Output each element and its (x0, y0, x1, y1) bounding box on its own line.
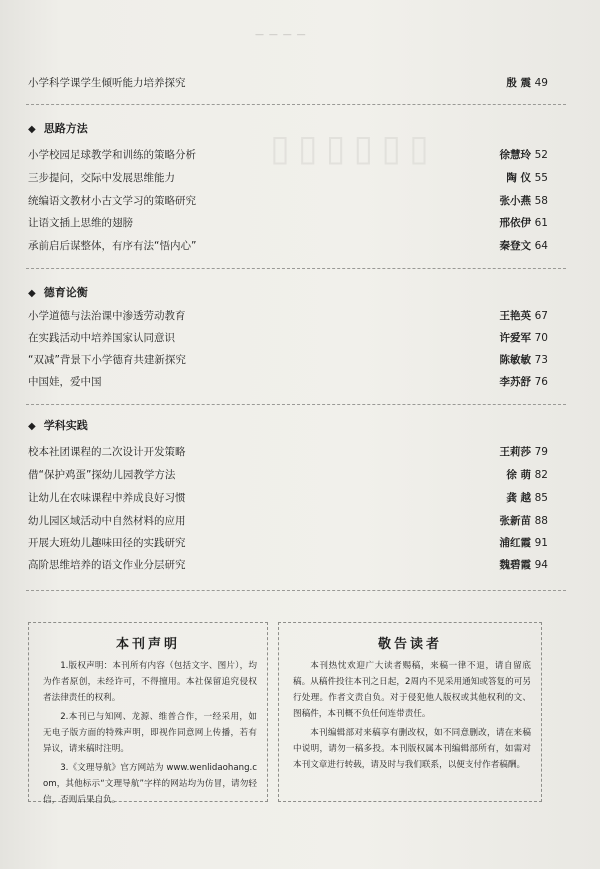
toc-entry[interactable] (28, 351, 548, 369)
statement-title: 本刊声明 (115, 637, 180, 652)
entry-author: 陶 仪 (506, 172, 531, 184)
entry-title: 小学科学课学生倾听能力培养探究 (28, 77, 186, 89)
entry-title: 在实践活动中培养国家认同意识 (28, 332, 175, 344)
entry-author: 张新苗 (499, 515, 531, 527)
entry-author: 秦登文 (499, 240, 531, 252)
entry-author-page (499, 192, 548, 210)
entry-page: 91 (534, 537, 548, 549)
entry-page: 67 (534, 310, 548, 322)
toc-entry[interactable] (28, 237, 548, 255)
entry-page: 82 (534, 469, 548, 481)
section-heading (28, 120, 88, 138)
entry-author-page (499, 146, 548, 164)
section-heading-text: 德育论衡 (43, 286, 88, 299)
toc-entry[interactable] (28, 146, 548, 164)
entry-page: 88 (534, 515, 548, 527)
diamond-icon: ◆ (28, 421, 36, 432)
entry-title: 小学道德与法治课中渗透劳动教育 (28, 310, 186, 322)
entry-page: 70 (534, 332, 548, 344)
section-heading-text: 思路方法 (43, 122, 88, 135)
entry-page: 85 (534, 492, 548, 504)
entry-title: 幼儿园区域活动中自然材料的应用 (28, 515, 186, 527)
toc-entry[interactable] (28, 169, 548, 187)
entry-author: 王艳英 (499, 310, 531, 322)
reader-notice-paragraph: 本刊编辑部对来稿享有删改权，如不同意删改，请在来稿中说明，请勿一稿多投。本刊版权属本刊编辑部所有，如需对本刊文章进行转载，请及时与我们联系，以便支付作者稿酬。 (293, 728, 531, 770)
bleed-through-shadow: ▯▯▯▯▯▯ (270, 128, 437, 169)
reader-notice-title: 敬告读者 (377, 637, 442, 652)
entry-author-page (499, 307, 548, 325)
toc-entry[interactable] (28, 512, 548, 530)
statement-paragraph: 2.本刊已与知网、龙源、维普合作，一经采用，如无电子版方面的特殊声明，即视作同意网上传播，若有异议，请来稿时注明。 (43, 712, 257, 754)
toc-entry[interactable] (28, 329, 548, 347)
entry-author-page (499, 214, 548, 232)
entry-author: 徐 萌 (506, 469, 531, 481)
toc-entry[interactable] (28, 192, 548, 210)
faint-header-bleed: — — — — (255, 30, 307, 40)
entry-author: 邢依伊 (499, 217, 531, 229)
statement-paragraph: 1.版权声明：本刊所有内容（包括文字、图片），均为作者原创，未经许可，不得擅用。本社保留追究侵权者法律责任的权利。 (43, 661, 257, 703)
entry-title: 借“保护鸡蛋”探幼儿园教学方法 (28, 469, 176, 481)
entry-title: 高阶思维培养的语文作业分层研究 (28, 559, 186, 571)
entry-author: 殷 震 (506, 77, 531, 89)
entry-author: 李苏舒 (499, 376, 531, 388)
section-divider (26, 404, 566, 405)
entry-author-page (499, 443, 548, 461)
entry-title: 中国娃，爱中国 (28, 376, 102, 388)
entry-author-page (499, 512, 548, 530)
section-heading-text: 学科实践 (43, 419, 88, 432)
section-divider (26, 590, 566, 591)
reader-notice-box (278, 622, 542, 802)
diamond-icon: ◆ (28, 288, 36, 299)
entry-page: 49 (534, 77, 548, 89)
section-heading (28, 284, 88, 302)
entry-author-page (499, 329, 548, 347)
entry-title: 三步提问，交际中发展思维能力 (28, 172, 175, 184)
entry-author-page (499, 534, 548, 552)
entry-author-page (499, 351, 548, 369)
entry-author-page (499, 237, 548, 255)
section-divider (26, 104, 566, 105)
entry-author-page (506, 74, 548, 92)
entry-page: 76 (534, 376, 548, 388)
entry-author: 龚 越 (506, 492, 531, 504)
section-heading (28, 417, 88, 435)
toc-entry[interactable] (28, 214, 548, 232)
entry-page: 58 (534, 195, 548, 207)
entry-page: 55 (534, 172, 548, 184)
toc-entry[interactable] (28, 556, 548, 574)
toc-entry[interactable] (28, 534, 548, 552)
entry-page: 73 (534, 354, 548, 366)
entry-author-page (506, 489, 548, 507)
entry-page: 64 (534, 240, 548, 252)
entry-author: 浦红霞 (499, 537, 531, 549)
statement-paragraph: 3.《文理导航》官方网站为 www.wenlidaohang.com，其他标示“文理导航”字样的网站均为仿冒，请勿轻信，否则后果自负。 (43, 763, 257, 805)
entry-title: 校本社团课程的二次设计开发策略 (28, 446, 186, 458)
entry-title: 开展大班幼儿趣味田径的实践研究 (28, 537, 186, 549)
entry-page: 79 (534, 446, 548, 458)
entry-author-page (499, 556, 548, 574)
toc-entry[interactable] (28, 466, 548, 484)
section-divider (26, 268, 566, 269)
toc-entry[interactable] (28, 307, 548, 325)
entry-title: 承前启后谋整体，有序有法“悟内心” (28, 240, 197, 252)
diamond-icon: ◆ (28, 124, 36, 135)
entry-page: 94 (534, 559, 548, 571)
entry-page: 61 (534, 217, 548, 229)
toc-entry[interactable] (28, 74, 548, 92)
entry-author: 徐慧玲 (499, 149, 531, 161)
toc-entry[interactable] (28, 443, 548, 461)
entry-author-page (499, 373, 548, 391)
entry-author: 王莉莎 (499, 446, 531, 458)
entry-author: 陈敏敏 (499, 354, 531, 366)
entry-title: “双减”背景下小学德育共建新探究 (28, 354, 186, 366)
entry-title: 小学校园足球教学和训练的策略分析 (28, 149, 196, 161)
reader-notice-paragraph: 本刊热忱欢迎广大读者赐稿，来稿一律不退，请自留底稿。从稿件投往本刊之日起，2周内不见采用通知或答复的可另行处理。作者文责自负。对于侵犯他人版权或其他权利的文、图稿件，本刊概不负任何连带责任。 (293, 661, 531, 719)
entry-title: 让语文插上思维的翅膀 (28, 217, 133, 229)
entry-author: 许爱军 (499, 332, 531, 344)
toc-entry[interactable] (28, 373, 548, 391)
entry-author: 魏碧霞 (499, 559, 531, 571)
entry-title: 让幼儿在农味课程中养成良好习惯 (28, 492, 186, 504)
entry-author: 张小燕 (499, 195, 531, 207)
entry-author-page (506, 169, 548, 187)
entry-title: 统编语文教材小古文学习的策略研究 (28, 195, 196, 207)
toc-entry[interactable] (28, 489, 548, 507)
statement-box (28, 622, 268, 805)
entry-author-page (506, 466, 548, 484)
entry-page: 52 (534, 149, 548, 161)
